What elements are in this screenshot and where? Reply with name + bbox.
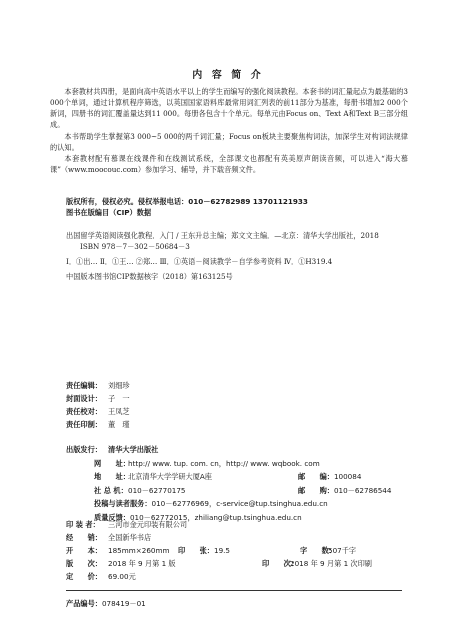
edition-label: 版 次： (66, 559, 102, 568)
cip-number: 中国版本图书馆CIP数据核字（2018）第163125号 (66, 272, 233, 282)
words-label: 字 数： (300, 546, 336, 555)
cip-isbn: ISBN 978－7－302－50684－3 (80, 242, 190, 252)
address-value: 北京清华大学学研大厦A座 (128, 472, 212, 481)
credit-row (66, 406, 130, 419)
printer-value: 三河市金元印装有限公司 (108, 520, 188, 529)
sheets-label: 印 张： (178, 546, 214, 555)
product-code (66, 598, 146, 609)
summary-paragraph: 本套教材共四册，是面向高中英语水平以上的学生而编写的强化阅读教程。本套书的词汇量起点为最基础的3 000个单词，通过计算机程序筛选，以英国国家语料库最常用词汇列表的前11部分为基准，每册书增加2 000个新词，四册书的词汇覆盖量达到11 000。每册各包含十个单元。每单元由Focus on、Text A和Text B三部分组成。 (50, 87, 408, 130)
switchboard-value: 010－62770175 (128, 485, 186, 495)
submission-label: 投稿与读者服务： (94, 499, 152, 508)
credit-label: 责任印制： (66, 420, 102, 429)
publisher-row (66, 444, 416, 458)
printer-row (66, 519, 416, 532)
copyright-text: 版权所有，侵权必究。侵权举报电话：010－62782989 13701121933 (66, 197, 308, 206)
price-label: 定 价： (66, 572, 102, 581)
format-label: 开 本： (66, 546, 102, 555)
book-specs (66, 519, 416, 584)
credit-value: 子 一 (108, 394, 130, 403)
credit-value: 董 瑾 (108, 420, 130, 429)
credit-label: 责任编辑： (66, 381, 102, 390)
credit-label: 责任校对： (66, 407, 102, 416)
publisher-info (66, 444, 416, 525)
content-summary (50, 86, 408, 175)
quality-value: 010－62772015，zhiliang@tup.tsinghua.edu.cn (129, 512, 302, 522)
quality-label: 质量反馈： (94, 512, 130, 522)
cip-data (66, 226, 406, 283)
credit-row (66, 419, 130, 432)
postcode-label: 邮 编： (298, 472, 334, 481)
credit-row (66, 393, 130, 406)
switchboard-row (66, 485, 416, 499)
website-label: 网 址： (94, 458, 130, 468)
printer-label: 印 装 者： (66, 520, 100, 529)
product-code-label: 产品编号： (66, 599, 102, 608)
submission-value: 010－62776969，c-service@tup.tsinghua.edu.cn (151, 499, 328, 508)
cip-heading: 图书在版编目（CIP）数据 (66, 208, 152, 218)
address-label: 地 址： (94, 472, 130, 481)
credit-label: 封面设计： (66, 394, 102, 403)
product-code-value: 078419－01 (101, 599, 146, 608)
cip-entry: 出国留学英语阅读强化教程．入门 / 王东升总主编；郑文文主编．—北京：清华大学出版社，2018 (66, 231, 379, 240)
address-row (66, 471, 416, 485)
postcode-value: 100084 (333, 472, 362, 481)
summary-paragraph: 本书帮助学生掌握第3 000~5 000的两千词汇量；Focus on板块主要聚焦构词法，加深学生对构词法规律的认知。 (50, 131, 408, 152)
sheets-value: 19.5 (214, 546, 231, 555)
price-row (66, 571, 416, 584)
cip-classification: Ⅰ．①出… Ⅱ．①王… ②郑… Ⅲ．①英语－阅读教学－自学参考资料 Ⅳ．①H319.4 (66, 257, 333, 267)
page-title: 内 容 简 介 (192, 70, 264, 81)
credit-row (66, 380, 130, 393)
distributor-row (66, 532, 416, 545)
summary-paragraph: 本套教材配有慕课在线课件和在线测试系统，全部课文也都配有英美原声朗读音频，可以进入“海大慕课”（www.moocouc.com）参加学习、辅导，并下载音频文件。 (50, 153, 408, 175)
website-row (66, 458, 416, 472)
submission-row (66, 498, 416, 512)
credit-value: 刘细珍 (108, 381, 130, 390)
staff-credits (66, 380, 130, 432)
price-value: 69.00元 (108, 572, 136, 581)
distributor-label: 经 销： (66, 533, 102, 542)
words-value: 507千字 (328, 546, 357, 555)
switchboard-label: 社 总 机： (94, 485, 128, 495)
publisher-label: 出版发行： (66, 445, 102, 454)
publisher-name: 清华大学出版社 (108, 445, 159, 454)
format-row (66, 545, 416, 558)
divider-line (66, 590, 402, 591)
printing-label: 印 次： (262, 559, 298, 568)
distributor-value: 全国新华书店 (108, 533, 152, 542)
format-value: 185mm×260mm (108, 546, 170, 555)
edition-row (66, 558, 416, 571)
credit-value: 王凤芝 (108, 407, 130, 416)
website-link[interactable]: http:// www. tup. com. cn，http:// www. wqbook. com (128, 458, 320, 468)
mail-value: 010－62786544 (333, 485, 392, 495)
copyright-notice (66, 196, 406, 218)
mail-label: 邮 购： (298, 485, 334, 495)
edition-value: 2018 年 9 月第 1 版 (108, 559, 176, 568)
printing-value: 2018 年 9 月第 1 次印刷 (290, 559, 372, 568)
